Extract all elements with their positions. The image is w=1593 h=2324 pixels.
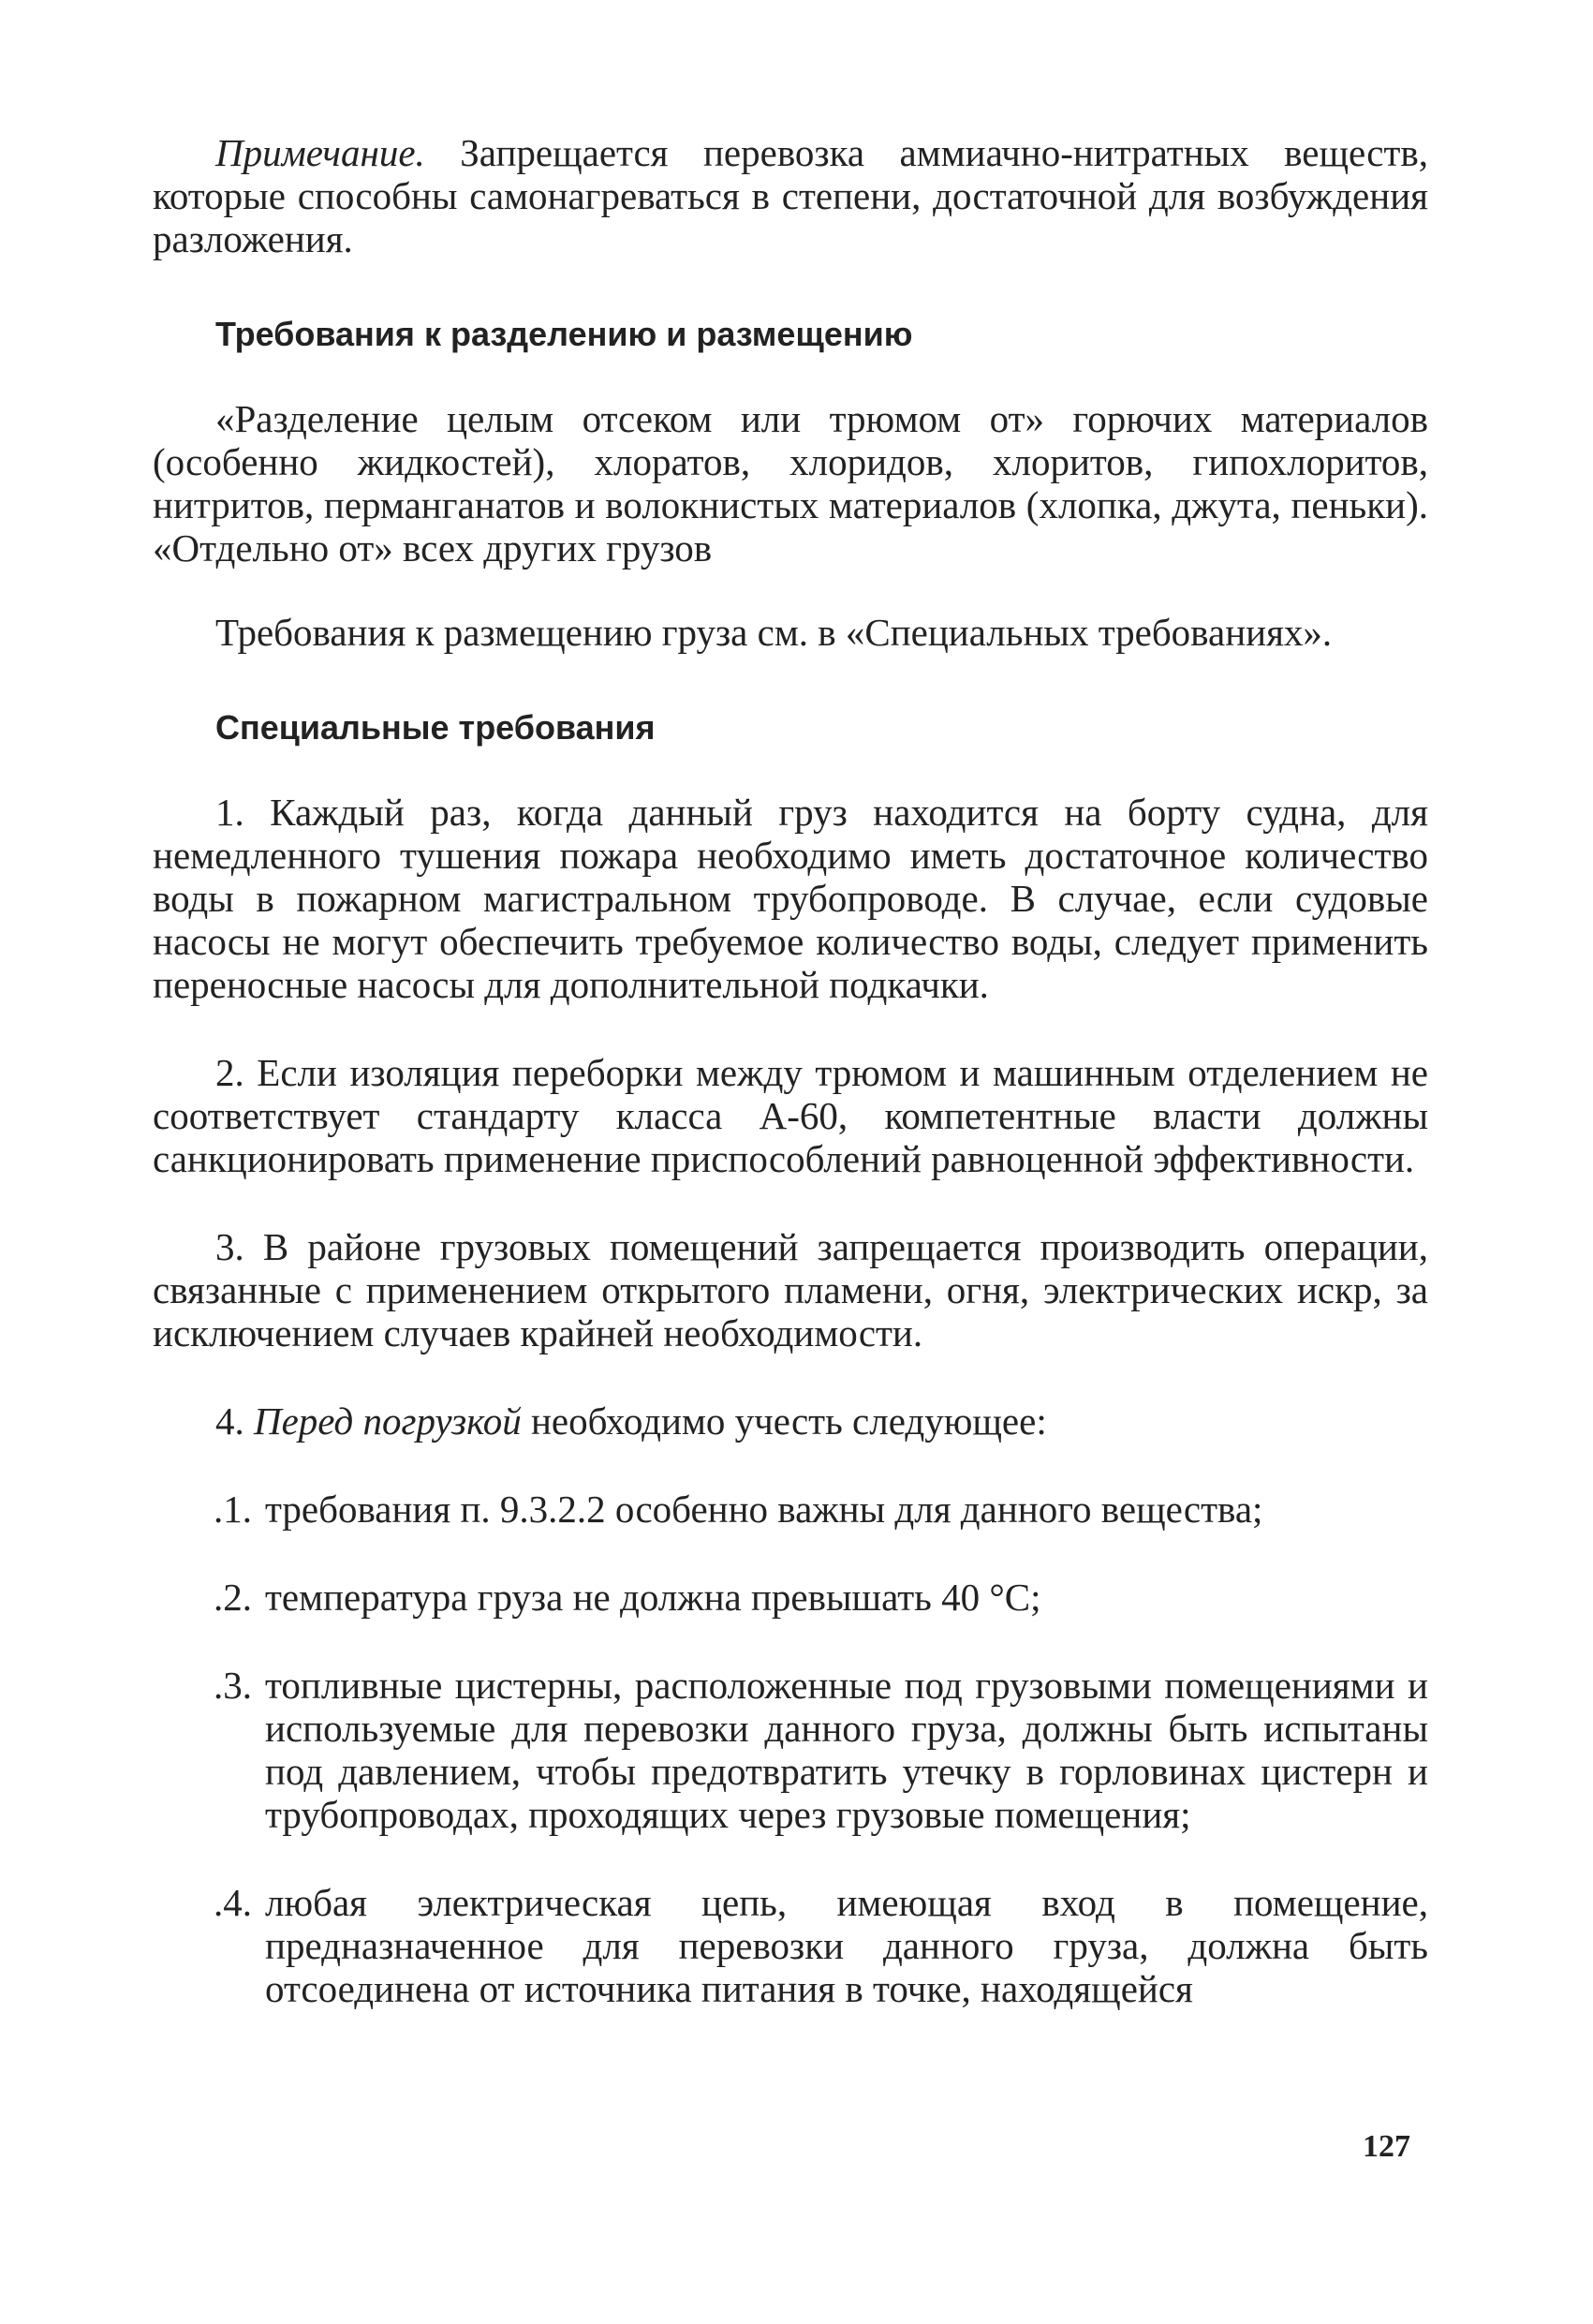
- page-number: 127: [1363, 2129, 1410, 2164]
- subitem-1: [153, 1488, 1428, 1531]
- note-lead: Примечание.: [215, 131, 425, 174]
- special-item-3: 3. В районе грузовых помещений запрещается производить операции, связанные с применением открытого пламени, огня, электрических искр, за исключением случаев крайней необходимости.: [153, 1225, 1428, 1354]
- subitem-number: .1.: [214, 1488, 252, 1531]
- special-item-4: [153, 1399, 1428, 1443]
- subitem-text: топливные цистерны, расположенные под грузовыми помещениями и используемые для перевозки данного груза, должны быть испытаны под давлением, чтобы предотвратить утечку в горловинах цистерн и трубопроводах, проходящих через грузовые помещения;: [265, 1664, 1428, 1836]
- note-paragraph: [153, 131, 1428, 260]
- separation-paragraph: «Разделение целым отсеком или трюмом от» горючих материалов (особенно жидкостей), хлоратов, хлоридов, хлоритов, гипохлоритов, нитритов, перманганатов и волокнистых материалов (хлопка, джута, пеньки). «Отдельно от» всех других грузов: [153, 397, 1428, 570]
- subitem-2: [153, 1576, 1428, 1619]
- special-item-2: 2. Если изоляция переборки между трюмом и машинным отделением не соответствует стандарту класса А-60, компетентные власти должны санкционировать применение приспособлений равноценной эффективности.: [153, 1051, 1428, 1180]
- page-body: [153, 131, 1428, 2010]
- note-text: Запрещается перевозка аммиачно-нитратных веществ, которые способны самонагреваться в степени, достаточной для возбуждения разложения.: [153, 131, 1428, 260]
- subitem-number: .2.: [214, 1576, 252, 1619]
- subitem-text: требования п. 9.3.2.2 особенно важны для данного вещества;: [265, 1488, 1263, 1531]
- subitem-3: [153, 1664, 1428, 1836]
- subitem-number: .3.: [214, 1664, 252, 1707]
- item-4-number: 4.: [215, 1399, 254, 1443]
- stowage-paragraph: Требования к размещению груза см. в «Специальных требованиях».: [215, 611, 1333, 654]
- subitem-number: .4.: [214, 1881, 252, 1924]
- special-item-1: 1. Каждый раз, когда данный груз находится на борту судна, для немедленного тушения пожара необходимо иметь достаточное количество воды в пожарном магистральном трубопроводе. В случае, если судовые насосы не могут обеспечить требуемое количество воды, следует применить переносные насосы для дополнительной подкачки.: [153, 791, 1428, 1006]
- section-heading-separation: Требования к разделению и размещению: [215, 315, 913, 353]
- subitem-text: температура груза не должна превышать 40 °С;: [265, 1576, 1041, 1619]
- item-4-text: необходимо учесть следующее:: [521, 1399, 1047, 1443]
- subitem-text: любая электрическая цепь, имеющая вход в помещение, предназначенное для перевозки данного груза, должна быть отсоединена от источника питания в точке, находящейся: [265, 1881, 1428, 2010]
- section-heading-special: Специальные требования: [215, 708, 656, 747]
- item-4-lead: Перед погрузкой: [254, 1399, 522, 1443]
- subitem-4: [153, 1881, 1428, 2010]
